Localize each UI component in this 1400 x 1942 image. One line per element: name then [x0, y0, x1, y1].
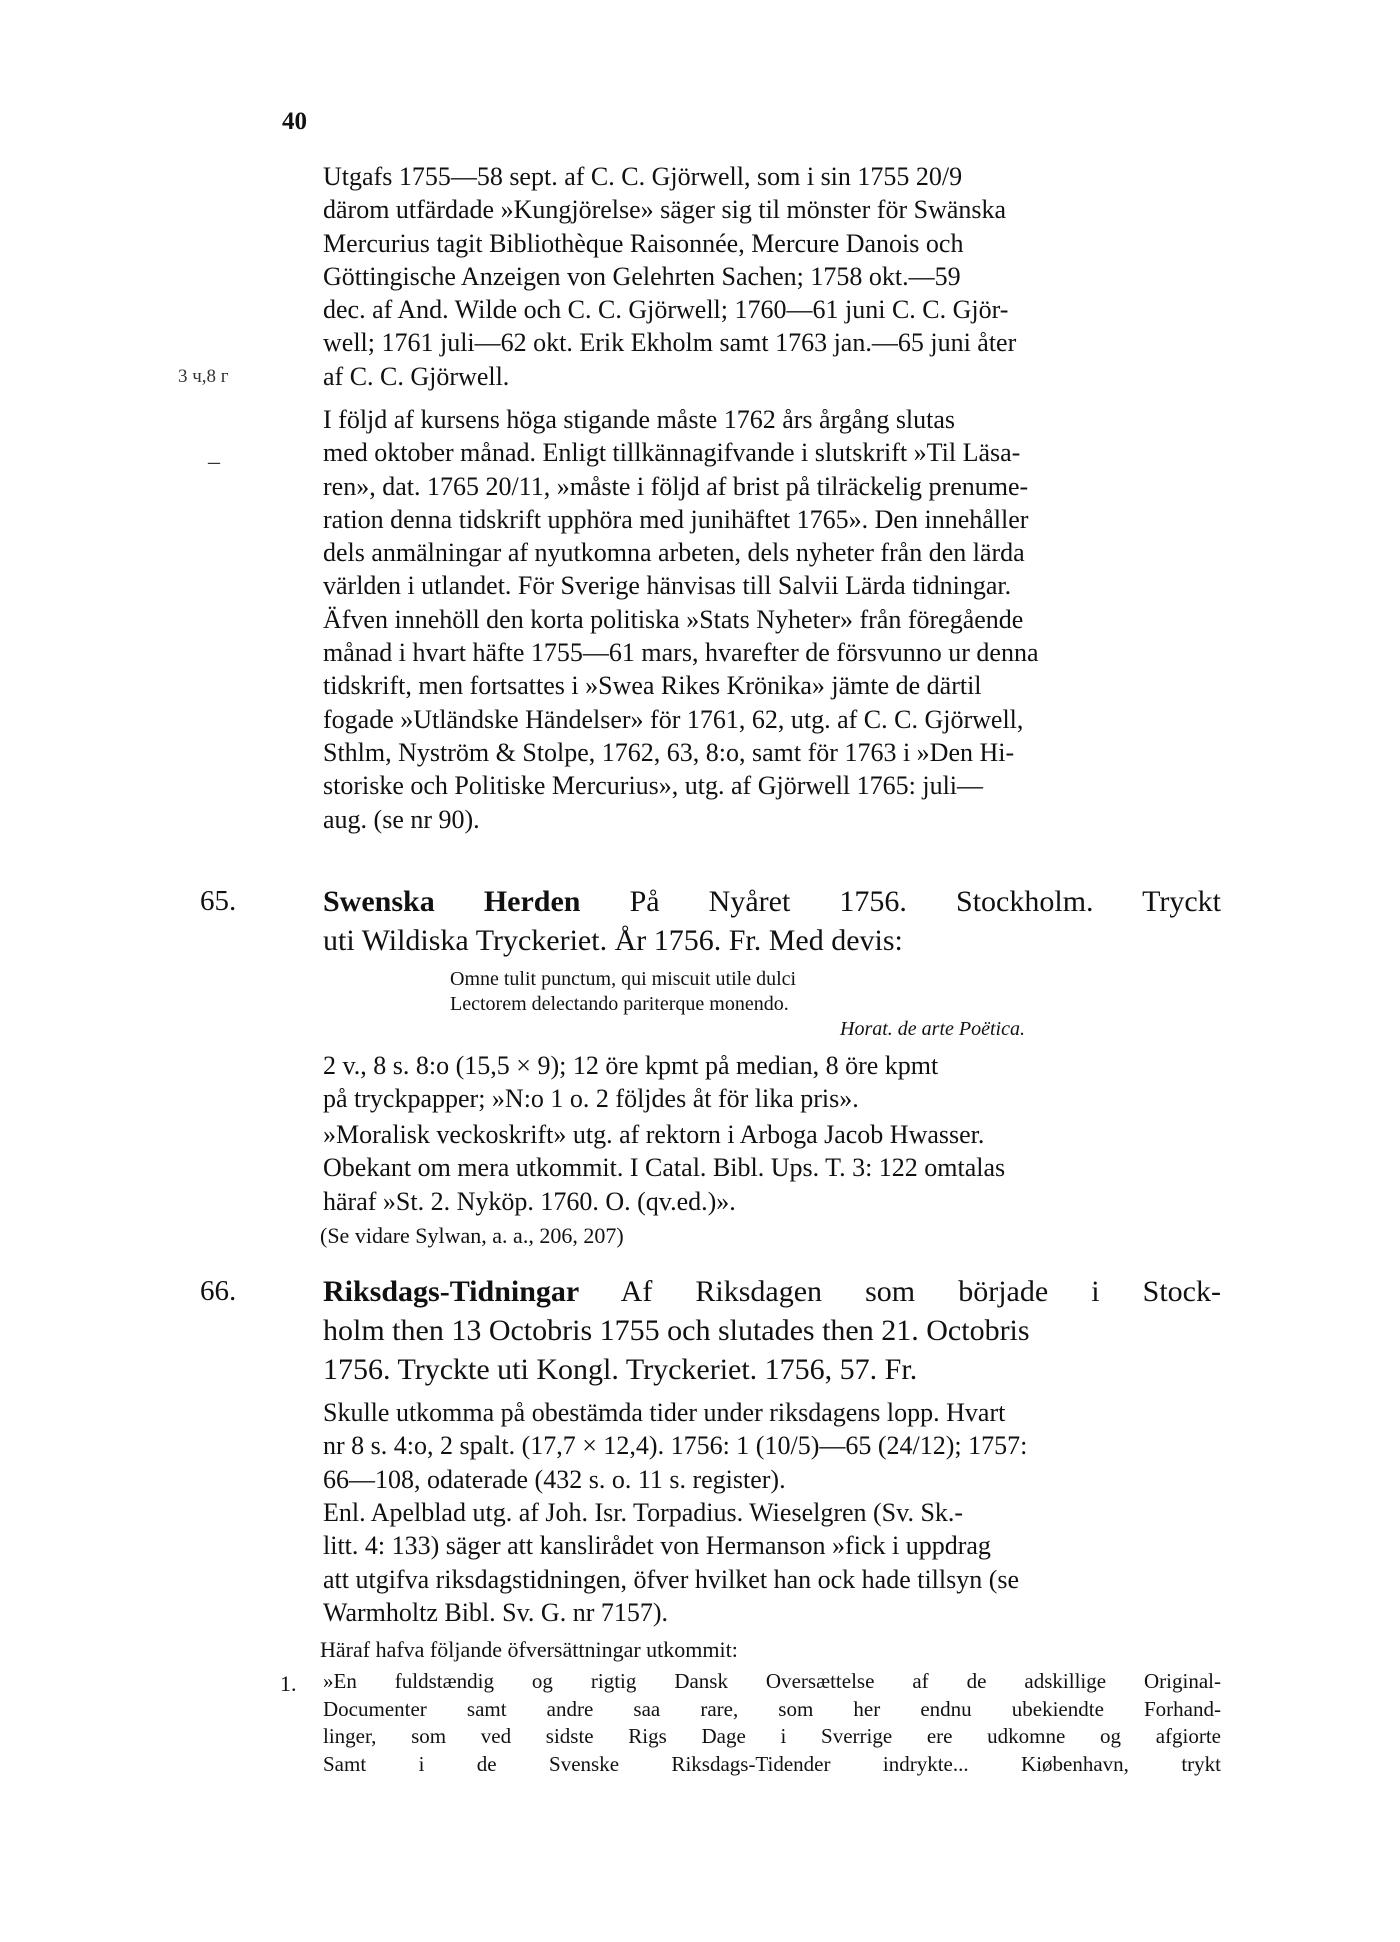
- title-line: [323, 1272, 1221, 1311]
- text-line: häraf »St. 2. Nyköp. 1760. O. (qv.ed.)».: [323, 1186, 736, 1216]
- text-line: 66—108, odaterade (432 s. o. 11 s. register).: [323, 1464, 786, 1494]
- text-line: af C. C. Gjörwell.: [323, 361, 510, 391]
- text-line: tidskrift, men fortsattes i »Swea Rikes Krönika» jämte de därtil: [323, 671, 982, 701]
- text-line: Mercurius tagit Bibliothèque Raisonnée, Mercure Danois och: [323, 228, 964, 258]
- motto-source: Horat. de arte Poëtica.: [840, 1018, 1025, 1040]
- margin-note: 3 ч,8 г: [178, 366, 229, 387]
- motto-line: Lectorem delectando pariterque monendo.: [450, 993, 789, 1015]
- text-line: dec. af And. Wilde och C. C. Gjörwell; 1760—61 juni C. C. Gjör-: [323, 295, 1009, 325]
- entry-65-reference: (Se vidare Sylwan, a. a., 206, 207): [320, 1223, 624, 1248]
- text-line: världen i utlandet. För Sverige hänvisas till Salvii Lärda tidningar.: [323, 571, 1012, 601]
- text-line: ration denna tidskrift upphöra med junihäftet 1765». Den innehåller: [323, 504, 1029, 534]
- entry-number-65: 65.: [200, 885, 237, 917]
- text-line: Utgafs 1755—58 sept. af C. C. Gjörwell, som i sin 1755 20/9: [323, 162, 963, 191]
- text-line: fogade »Utländske Händelser» för 1761, 62, utg. af C. C. Gjörwell,: [323, 704, 1024, 734]
- entry-title-65: [323, 882, 1221, 960]
- title-bold: Swenska Herden: [323, 885, 581, 918]
- title-bold: Riksdags-Tidningar: [323, 1275, 580, 1308]
- text-line: Warmholtz Bibl. Sv. G. nr 7157).: [323, 1597, 669, 1627]
- text-line: nr 8 s. 4:o, 2 spalt. (17,7 × 12,4). 1756: 1 (10/5)—65 (24/12); 1757:: [323, 1431, 1028, 1461]
- text-line: linger, som ved sidste Rigs Dage i Sverrige ere udkomne og afgiorte: [323, 1724, 1221, 1748]
- entry-number-66: 66.: [200, 1275, 237, 1307]
- title-rest: På Nyåret 1756. Stockholm. Tryckt: [629, 885, 1222, 918]
- entry-65-paragraph-b: [323, 1118, 1221, 1218]
- motto-block: [450, 967, 1025, 1042]
- title-line: 1756. Tryckte uti Kongl. Tryckeriet. 1756, 57. Fr.: [323, 1353, 918, 1386]
- text-line: på tryckpapper; »N:o 1 o. 2 följdes åt för lika pris».: [323, 1084, 859, 1114]
- entry-66-paragraph-b: [323, 1496, 1221, 1629]
- text-line: Samt i de Svenske Riksdags-Tidender indrykte... Kiøbenhavn, trykt: [323, 1751, 1221, 1776]
- entry-65-paragraph-a: [323, 1049, 1221, 1116]
- text-line: Göttingische Anzeigen von Gelehrten Sachen; 1758 okt.—59: [323, 261, 961, 291]
- title-line: [323, 882, 1221, 921]
- text-line: »Moralisk veckoskrift» utg. af rektorn i Arboga Jacob Hwasser.: [323, 1120, 985, 1149]
- text-line: I följd af kursens höga stigande måste 1762 års årgång slutas: [323, 405, 956, 434]
- text-line: 2 v., 8 s. 8:o (15,5 × 9); 12 öre kpmt på median, 8 öre kpmt: [323, 1051, 939, 1080]
- text-line: »En fuldstændig og rigtig Dansk Oversættelse af de adskillige Original-: [323, 1669, 1221, 1693]
- translation-1: [323, 1668, 1221, 1778]
- text-line: well; 1761 juli—62 okt. Erik Ekholm samt 1763 jan.—65 juni åter: [323, 328, 1017, 358]
- text-line: Obekant om mera utkommit. I Catal. Bibl. Ups. T. 3: 122 omtalas: [323, 1153, 1006, 1183]
- margin-dash: –: [208, 449, 220, 475]
- motto-line: Omne tulit punctum, qui miscuit utile dulci: [450, 968, 797, 990]
- translations-heading: Häraf hafva följande öfversättningar utkommit:: [320, 1637, 738, 1662]
- title-rest: Af Riksdagen som började i Stock-: [620, 1275, 1221, 1308]
- entry-66-paragraph-a: [323, 1396, 1221, 1496]
- title-line: uti Wildiska Tryckeriet. År 1756. Fr. Med devis:: [323, 924, 903, 957]
- text-line: dels anmälningar af nyutkomna arbeten, dels nyheter från den lärda: [323, 538, 1025, 568]
- paragraph-intro: [323, 160, 1221, 393]
- text-line: månad i hvart häfte 1755—61 mars, hvarefter de försvunno ur denna: [323, 638, 1039, 668]
- text-line: därom utfärdade »Kungjörelse» säger sig til mönster för Swänska: [323, 195, 1007, 225]
- page-number: 40: [282, 108, 307, 135]
- text-line: aug. (se nr 90).: [323, 804, 480, 834]
- text-line: Äfven innehöll den korta politiska »Stats Nyheter» från föregående: [323, 604, 1024, 634]
- text-line: Enl. Apelblad utg. af Joh. Isr. Torpadius. Wieselgren (Sv. Sk.-: [323, 1498, 964, 1527]
- text-line: Sthlm, Nyström & Stolpe, 1762, 63, 8:o, samt för 1763 i »Den Hi-: [323, 737, 1015, 767]
- text-line: Skulle utkomma på obestämda tider under riksdagens lopp. Hvart: [323, 1398, 1006, 1427]
- title-line: holm then 13 Octobris 1755 och slutades then 21. Octobris: [323, 1314, 1030, 1347]
- entry-title-66: [323, 1272, 1221, 1389]
- paragraph-following: [323, 403, 1221, 836]
- text-line: Documenter samt andre saa rare, som her endnu ubekiendte Forhand-: [323, 1696, 1221, 1721]
- text-line: med oktober månad. Enligt tillkännagifvande i slutskrift »Til Läsa-: [323, 438, 1021, 468]
- text-line: litt. 4: 133) säger att kanslirådet von Hermanson »fick i uppdrag: [323, 1531, 991, 1561]
- text-line: storiske och Politiske Mercurius», utg. af Gjörwell 1765: juli—: [323, 771, 984, 801]
- text-line: att utgifva riksdagstidningen, öfver hvilket han ock hade tillsyn (se: [323, 1564, 1020, 1594]
- text-line: ren», dat. 1765 20/11, »måste i följd af brist på tilräckelig prenume-: [323, 471, 1029, 501]
- translation-number: 1.: [280, 1671, 297, 1696]
